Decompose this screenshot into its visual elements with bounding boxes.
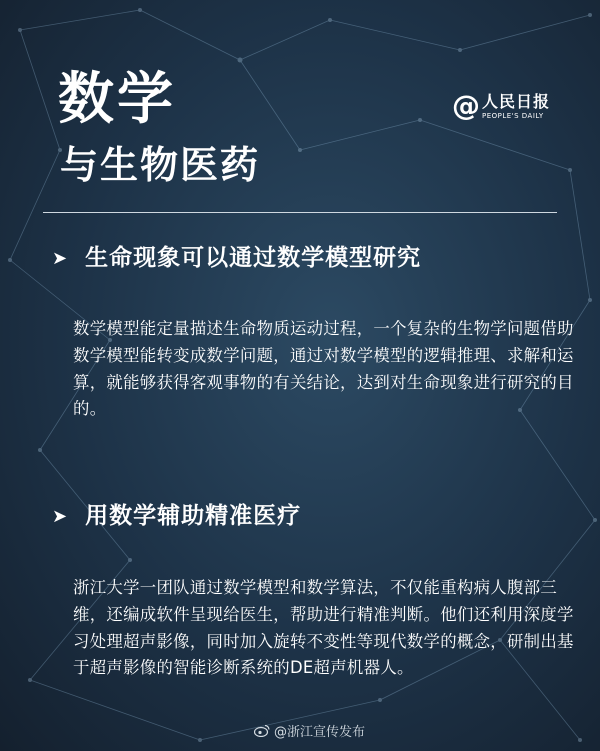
watermark-text: @浙江宣传发布 xyxy=(274,725,366,740)
weibo-icon xyxy=(254,724,270,737)
logo-name: 人民日报 xyxy=(482,92,551,111)
section-2-body: 浙江大学一团队通过数学模型和数学算法，不仅能重构病人腹部三维，还编成软件呈现给医生，帮助进行精准判断。他们还利用深度学习处理超声影像，同时加入旋转不变性等现代数学的概念，研制出基于超声影像的智能诊断系统的DE超声机器人。 xyxy=(73,578,574,678)
arrow-icon: ➤ xyxy=(52,505,68,527)
at-icon: @ xyxy=(452,89,480,122)
weibo-watermark xyxy=(254,721,365,740)
peoples-daily-logo xyxy=(452,89,562,126)
arrow-icon: ➤ xyxy=(52,247,68,269)
logo-english: PEOPLE'S DAILY xyxy=(482,112,544,120)
section-1-heading: 生命现象可以通过数学模型研究 xyxy=(85,245,422,271)
section-1-header xyxy=(52,247,421,270)
section-2-heading: 用数学辅助精准医疗 xyxy=(85,503,302,529)
page-subtitle: 与生物医药 xyxy=(60,143,261,187)
page-title: 数学 xyxy=(58,67,176,132)
section-2-header xyxy=(52,505,301,528)
section-1-body: 数学模型能定量描述生命物质运动过程，一个复杂的生物学问题借助数学模型能转变成数学问题，通过对数学模型的逻辑推理、求解和运算，就能够获得客观事物的有关结论，达到对生命现象进行研究的目的。 xyxy=(73,319,574,419)
header-divider xyxy=(43,212,557,213)
